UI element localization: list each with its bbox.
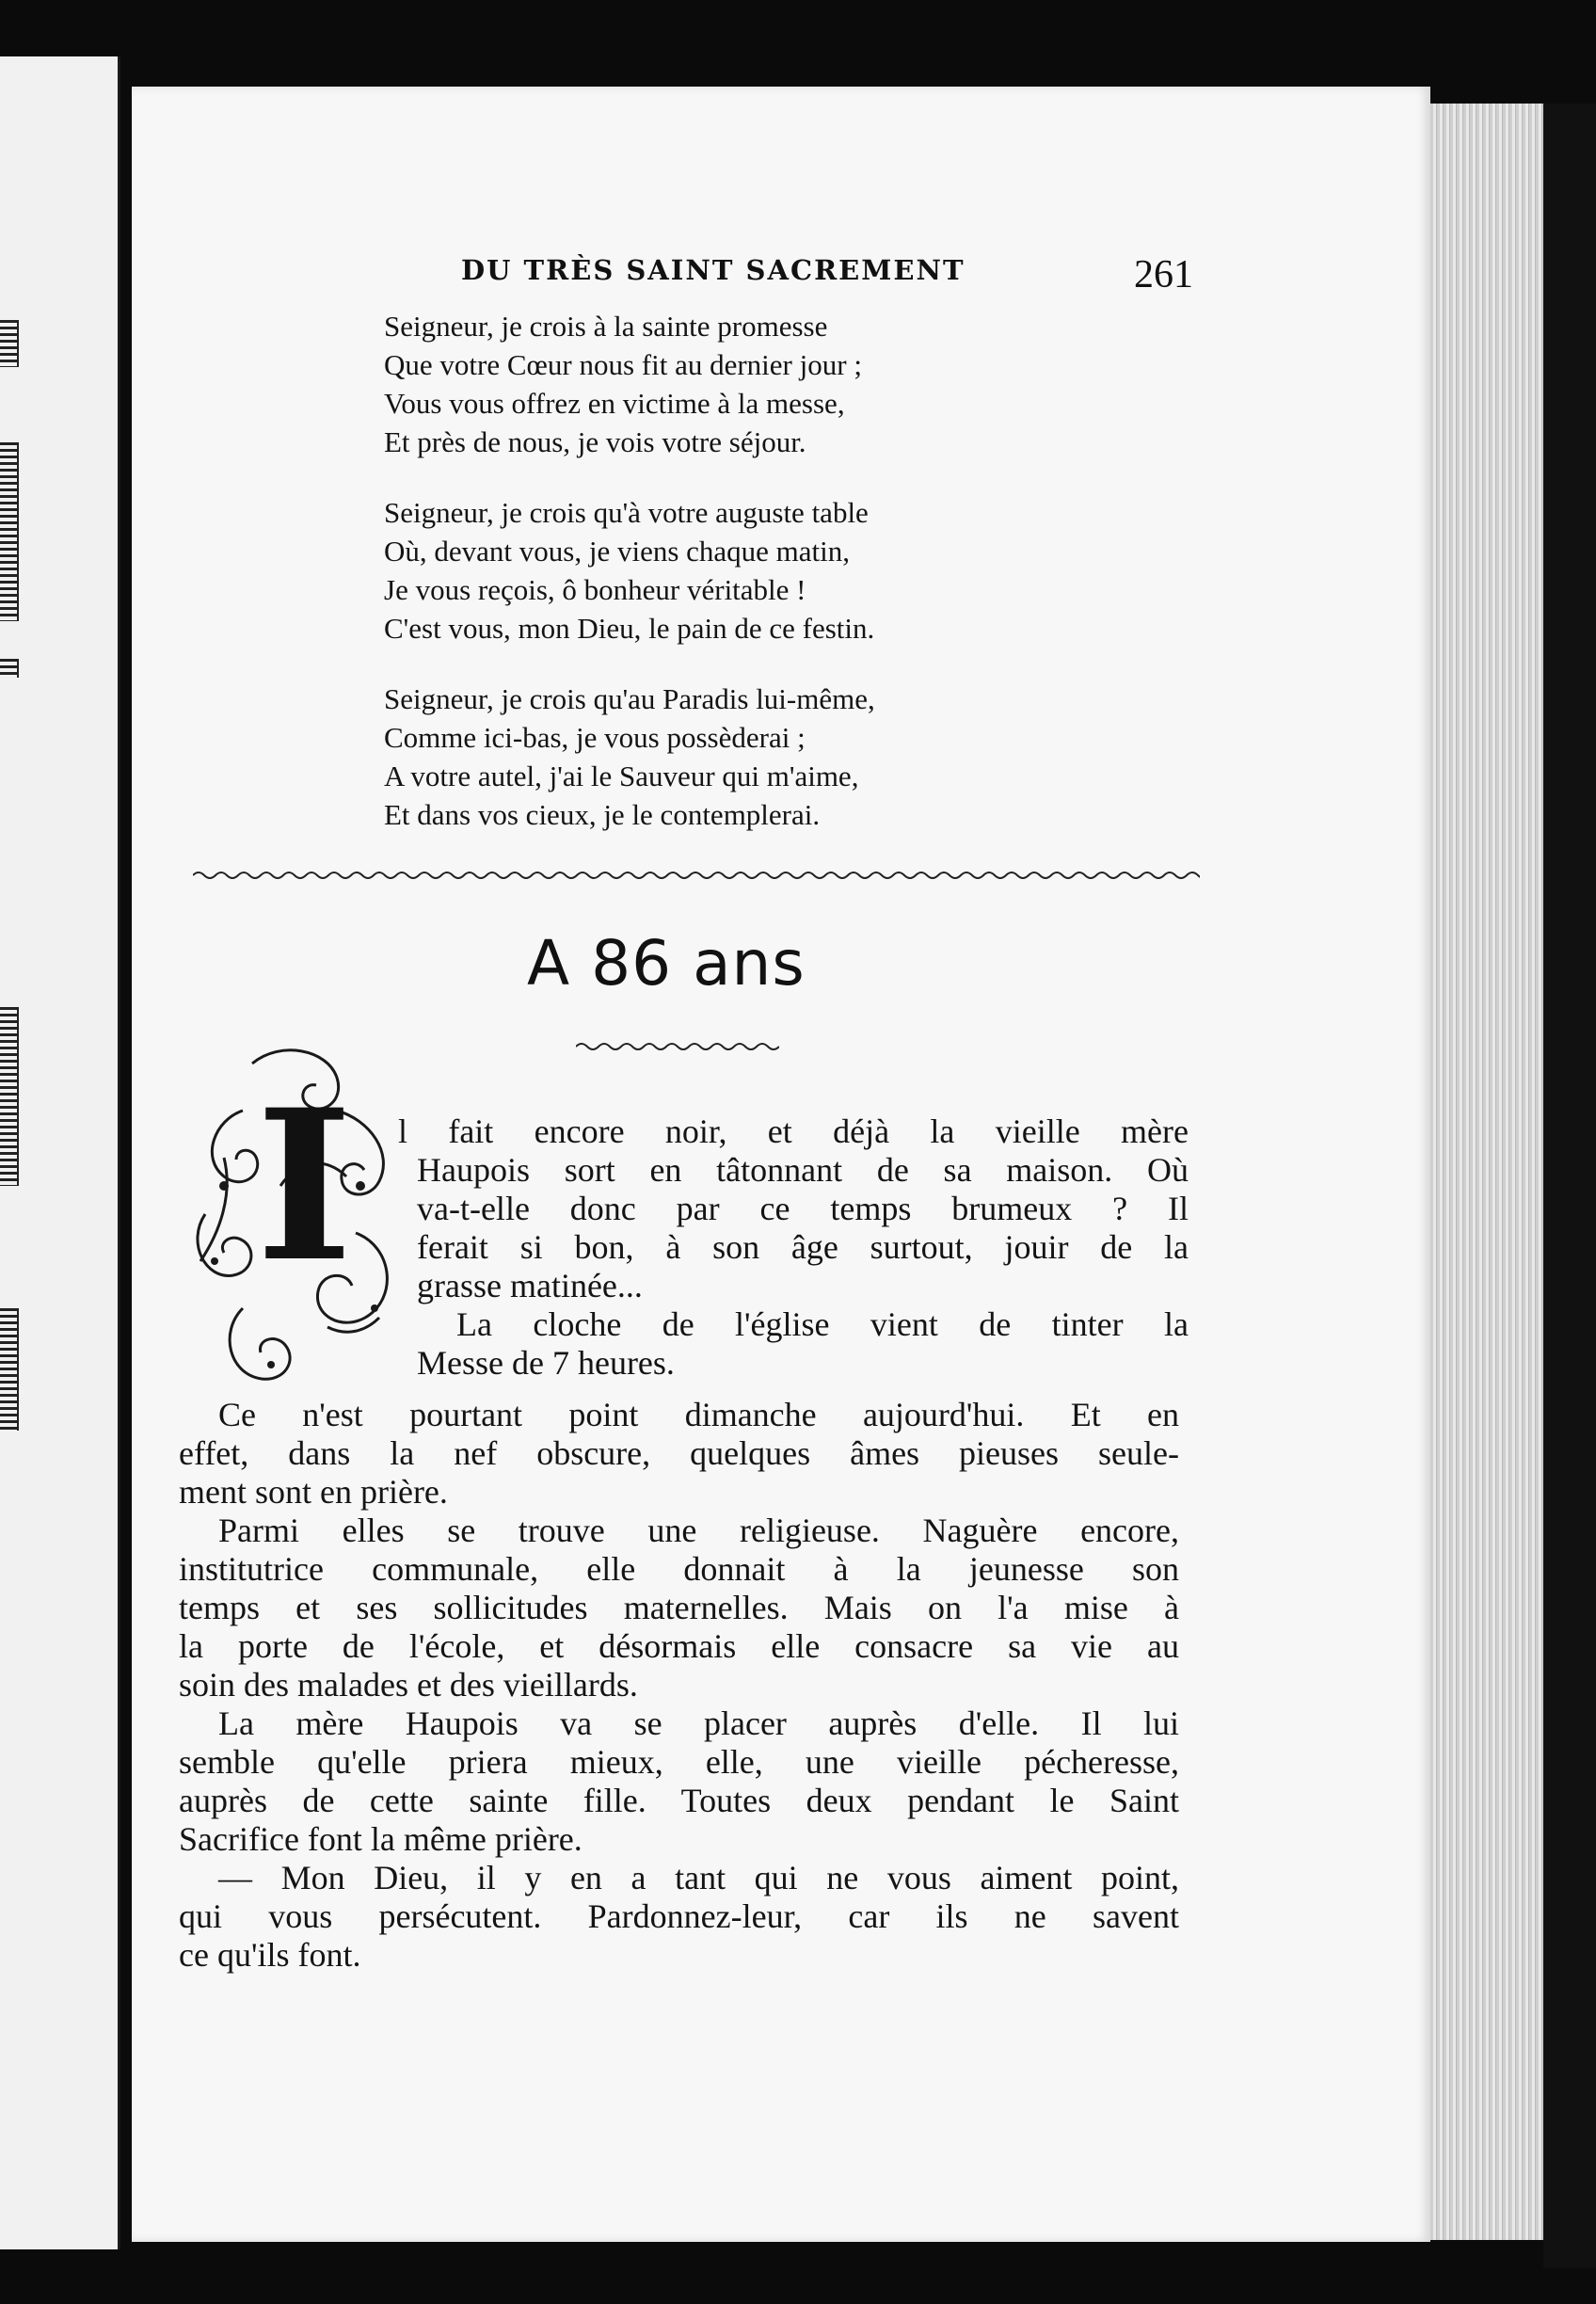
poem-stanza-2: [384, 493, 1043, 648]
text-line: la porte de l'école, et désormais elle consacre sa vie au: [179, 1627, 1179, 1665]
poem-line: Et dans vos cieux, je le contemplerai.: [384, 798, 821, 831]
text-line: qui vous persécutent. Pardonnez-leur, car ils ne savent: [179, 1897, 1179, 1935]
poem-line: C'est vous, mon Dieu, le pain de ce festin.: [384, 612, 875, 645]
drop-cap-paragraph: [398, 1112, 1189, 1383]
text-line: soin des malades et des vieillards.: [179, 1666, 638, 1704]
poem-line: Que votre Cœur nous fit au dernier jour ;: [384, 348, 862, 381]
poem-stanza-1: [384, 307, 1043, 461]
page-edges: [1430, 104, 1543, 2240]
poem-line: A votre autel, j'ai le Sauveur qui m'aime,: [384, 760, 859, 792]
text-line: — Mon Dieu, il y en a tant qui ne vous aiment point,: [218, 1859, 1179, 1896]
text-line: La cloche de l'église vient de tinter la: [456, 1305, 1189, 1343]
wavy-separator-rule: [193, 864, 1200, 887]
text-line: semble qu'elle priera mieux, elle, une vieille pécheresse,: [179, 1743, 1179, 1781]
running-title: DU TRÈS SAINT SACREMENT: [461, 254, 966, 286]
left-facing-page: [0, 56, 120, 2249]
text-line: ment sont en prière.: [179, 1473, 448, 1511]
text-line: ferait si bon, à son âge surtout, jouir de la: [417, 1228, 1189, 1266]
text-line: l fait encore noir, et déjà la vieille mère: [398, 1112, 1189, 1150]
book-cover-edge: [1543, 104, 1596, 2268]
text-line: Messe de 7 heures.: [417, 1344, 675, 1382]
article-title: A 86 ans: [527, 927, 806, 1000]
text-line: Parmi elles se trouve une religieuse. Naguère encore,: [218, 1512, 1179, 1549]
text-line: temps et ses sollicitudes maternelles. Mais on l'a mise à: [179, 1589, 1179, 1626]
text-line: auprès de cette sainte fille. Toutes deux pendant le Saint: [179, 1782, 1179, 1819]
text-line: La mère Haupois va se placer auprès d'elle. Il lui: [218, 1704, 1179, 1742]
poem-line: Et près de nous, je vois votre séjour.: [384, 425, 806, 458]
drop-cap-letter: I: [256, 1064, 353, 1307]
text-line: Haupois sort en tâtonnant de sa maison. Où: [417, 1151, 1189, 1189]
text-line: effet, dans la nef obscure, quelques âmes pieuses seule-: [179, 1434, 1179, 1472]
text-line: Sacrifice font la même prière.: [179, 1820, 583, 1858]
poem-line: Seigneur, je crois à la sainte promesse: [384, 310, 828, 343]
text-line: institutrice communale, elle donnait à la jeunesse son: [179, 1550, 1179, 1588]
poem-line: Vous vous offrez en victime à la messe,: [384, 387, 845, 420]
title-underline-ornament: [576, 1039, 779, 1054]
text-line: va-t-elle donc par ce temps brumeux ? Il: [417, 1190, 1189, 1227]
poem-line: Seigneur, je crois qu'au Paradis lui-même,: [384, 682, 875, 715]
poem-line: Comme ici-bas, je vous possèderai ;: [384, 721, 806, 754]
poem-line: Seigneur, je crois qu'à votre auguste table: [384, 496, 869, 529]
poem-stanza-3: [384, 680, 1043, 834]
text-line: grasse matinée...: [417, 1267, 643, 1304]
poem-line: Je vous reçois, ô bonheur véritable !: [384, 573, 806, 606]
poem-line: Où, devant vous, je viens chaque matin,: [384, 535, 851, 568]
text-line: Ce n'est pourtant point dimanche aujourd'hui. Et en: [218, 1396, 1179, 1433]
article-body: [179, 1396, 1179, 1975]
page-number: 261: [1134, 253, 1193, 296]
text-line: ce qu'ils font.: [179, 1936, 361, 1974]
